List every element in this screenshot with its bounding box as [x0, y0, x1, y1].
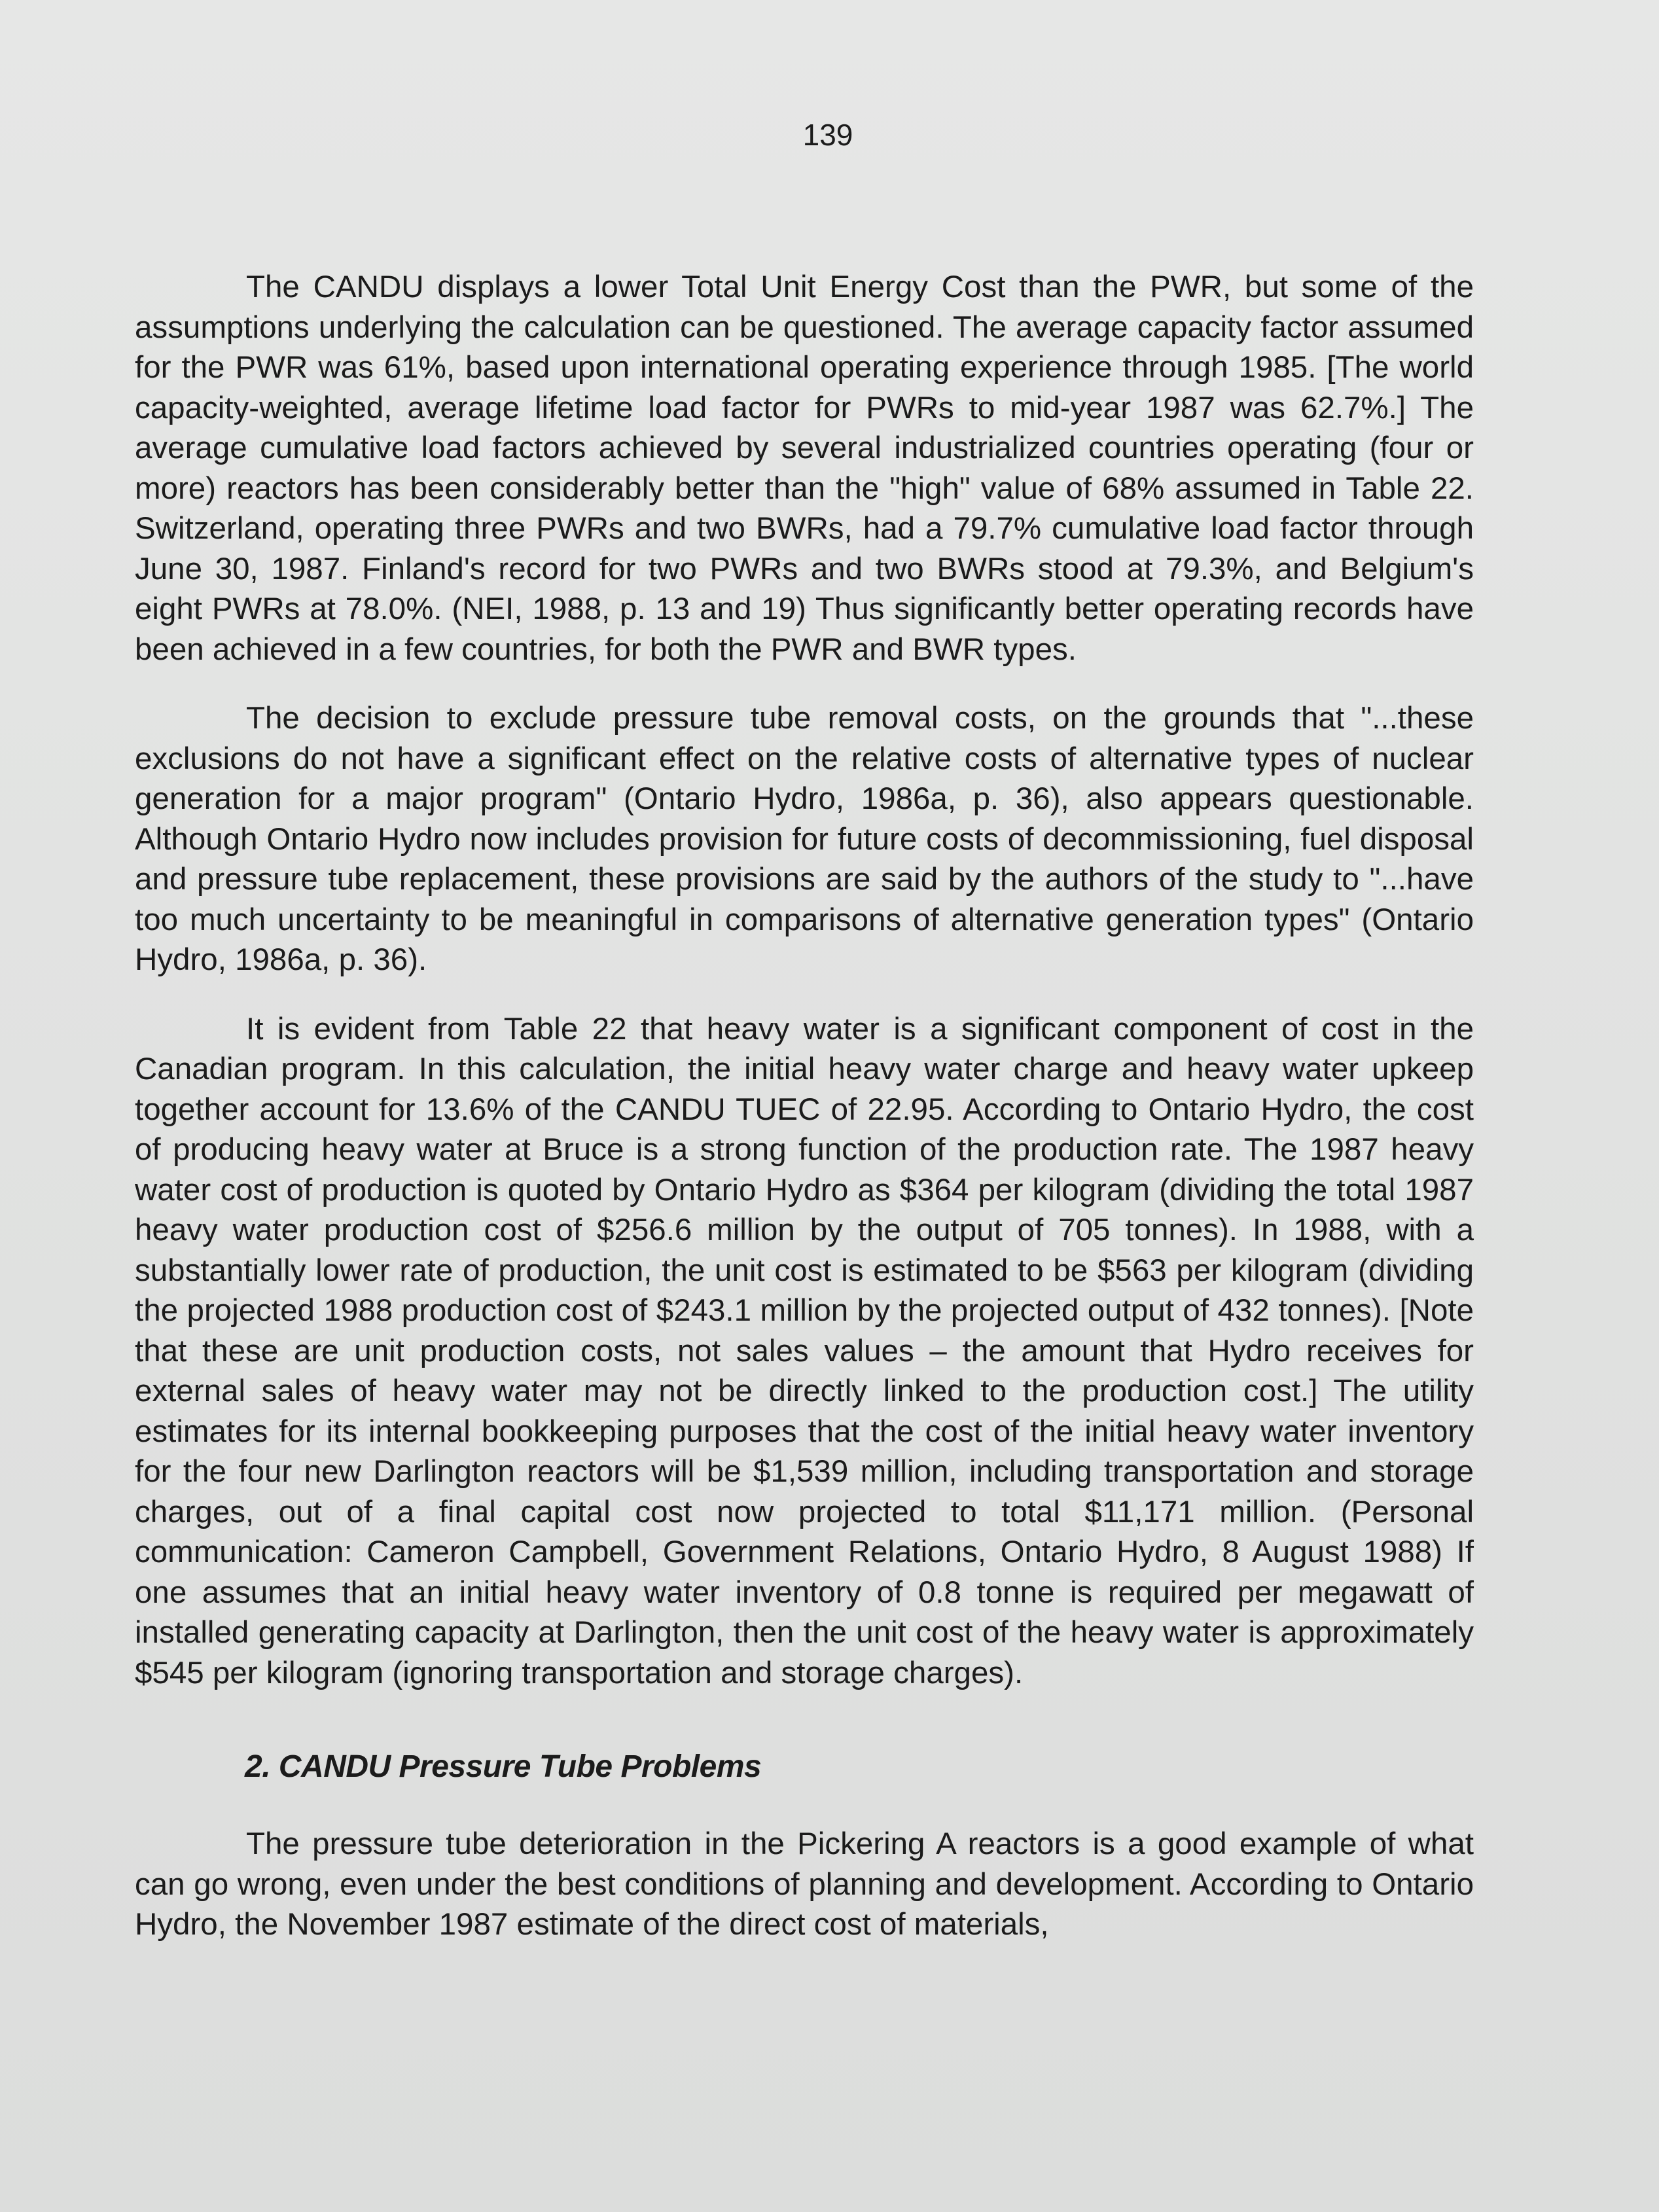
paragraph-spacer: [135, 980, 1474, 1009]
paragraph-pickering-deterioration: The pressure tube deterioration in the Pickering A reactors is a good example of what can go wrong, even under the best conditions of planning and development. According to Ontario Hydro, the November 1987 estimate of the direct cost of materials,: [135, 1827, 1474, 1942]
paragraph-spacer: [135, 669, 1474, 698]
paragraph-pressure-tube-removal: The decision to exclude pressure tube removal costs, on the grounds that "...these exclusions do not have a significant effect on the relative costs of alternative types of nuclear generation for a major program" (Ontario Hydro, 1986a, p. 36), also appears questionable. Although Ontario Hydro now includes provision for future costs of decommissioning, fuel disposal and pressure tube replacement, these provisions are said by the authors of the study to "...have too much uncertainty to be meaningful in comparisons of alternative generation types" (Ontario Hydro, 1986a, p. 36).: [135, 701, 1474, 977]
paragraph-heavy-water-cost: It is evident from Table 22 that heavy water is a significant component of cost in the Canadian program. In this calculation, the initial heavy water charge and heavy water upkeep together account for 13.6% of the CANDU TUEC of 22.95. According to Ontario Hydro, the cost of producing heavy water at Bruce is a strong function of the production rate. The 1987 heavy water cost of production is quoted by Ontario Hydro as $364 per kilogram (dividing the total 1987 heavy water production cost of $256.6 million by the output of 705 tonnes). In 1988, with a substantially lower rate of production, the unit cost is estimated to be $563 per kilogram (dividing the projected 1988 production cost of $243.1 million by the projected output of 432 tonnes). [Note that these are unit production costs, not sales values – the amount that Hydro receives for external sales of heavy water may not be directly linked to the production cost.] The utility estimates for its internal bookkeeping purposes that the cost of the initial heavy water inventory for the four new Darlington reactors will be $1,539 million, including transportation and storage charges, out of a final capital cost now projected to total $11,171 million. (Personal communication: Cameron Campbell, Government Relations, Ontario Hydro, 8 August 1988) If one assumes that an initial heavy water inventory of 0.8 tonne is required per megawatt of installed generating capacity at Darlington, then the unit cost of the heavy water is approximately $545 per kilogram (ignoring transportation and storage charges).: [135, 1011, 1474, 1690]
page-body: [135, 267, 1474, 1945]
section-heading: 2. CANDU Pressure Tube Problems: [245, 1749, 762, 1784]
paragraph-capacity-factor: The CANDU displays a lower Total Unit Energy Cost than the PWR, but some of the assumptions underlying the calculation can be questioned. The average capacity factor assumed for the PWR was 61%, based upon international operating experience through 1985. [The world capacity-weighted, average lifetime load factor for PWRs to mid-year 1987 was 62.7%.] The average cumulative load factors achieved by several industrialized countries operating (four or more) reactors has been considerably better than the "high" value of 68% assumed in Table 22. Switzerland, operating three PWRs and two BWRs, had a 79.7% cumulative load factor through June 30, 1987. Finland's record for two PWRs and two BWRs stood at 79.3%, and Belgium's eight PWRs at 78.0%. (NEI, 1988, p. 13 and 19) Thus significantly better operating records have been achieved in a few countries, for both the PWR and BWR types.: [135, 270, 1474, 667]
section-spacer: [135, 1693, 1474, 1747]
page-number: 139: [802, 118, 853, 152]
section-spacer: [135, 1787, 1474, 1824]
